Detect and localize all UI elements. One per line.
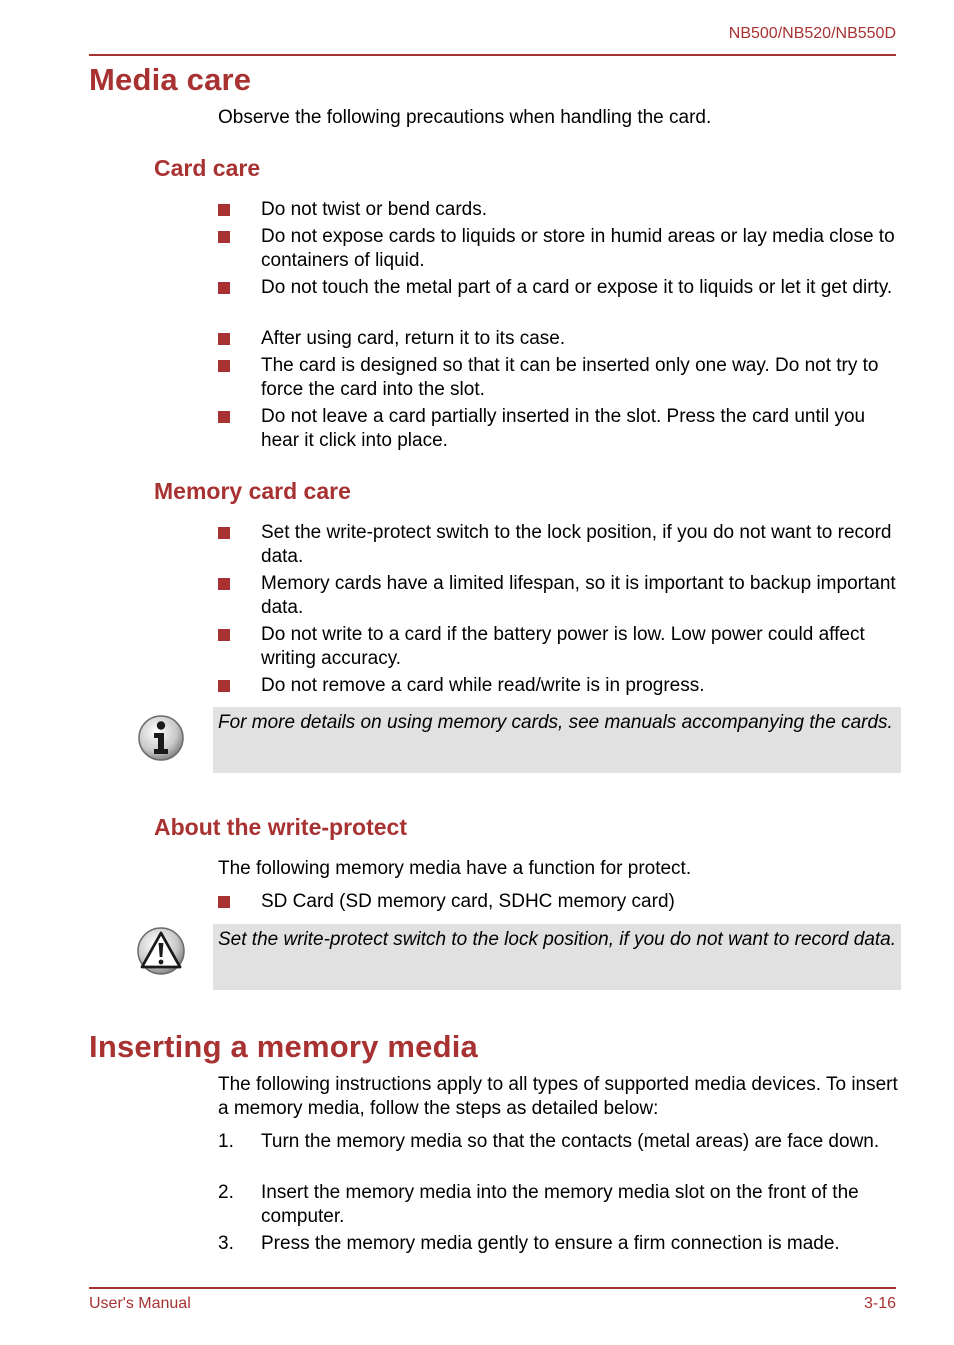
section-title-media-care: Media care [89, 62, 252, 97]
step-text: Insert the memory media into the memory media slot on the front of the computer. [261, 1182, 859, 1227]
warning-icon [135, 925, 187, 982]
bullet-icon [218, 204, 230, 216]
bullet-icon [218, 282, 230, 294]
step-number: 3. [218, 1233, 234, 1254]
subsection-title-write-protect: About the write-protect [154, 814, 407, 840]
list-item: The card is designed so that it can be inserted only one way. Do not try to force the card into the slot. [261, 355, 879, 400]
footer-title: User's Manual [89, 1295, 191, 1312]
header-model: NB500/NB520/NB550D [728, 25, 896, 42]
info-note-text: For more details on using memory cards, see manuals accompanying the cards. [218, 712, 893, 733]
bullet-icon [218, 231, 230, 243]
info-note [213, 707, 901, 773]
bullet-icon [218, 629, 230, 641]
step-number: 2. [218, 1182, 234, 1203]
write-protect-intro: The following memory media have a function for protect. [218, 858, 692, 879]
bullet-icon [218, 896, 230, 908]
list-item: Do not twist or bend cards. [261, 199, 487, 220]
subsection-title-card-care: Card care [154, 155, 261, 181]
caution-note [213, 924, 901, 990]
step-text: Press the memory media gently to ensure a firm connection is made. [261, 1233, 840, 1254]
step-number: 1. [218, 1131, 234, 1152]
section-title-inserting: Inserting a memory media [89, 1029, 478, 1064]
info-icon [136, 713, 186, 768]
bullet-icon [218, 411, 230, 423]
list-item: Memory cards have a limited lifespan, so it is important to backup important data. [261, 573, 896, 618]
list-item: SD Card (SD memory card, SDHC memory card) [261, 891, 675, 912]
bullet-icon [218, 360, 230, 372]
subsection-title-memory-card-care: Memory card care [154, 478, 351, 504]
bullet-icon [218, 680, 230, 692]
list-item: Do not remove a card while read/write is in progress. [261, 675, 705, 696]
list-item: Do not expose cards to liquids or store in humid areas or lay media close to containers of liquid. [261, 226, 895, 271]
caution-note-text: Set the write-protect switch to the lock position, if you do not want to record data. [218, 929, 897, 950]
footer-rule [89, 1287, 896, 1289]
bullet-icon [218, 333, 230, 345]
bullet-icon [218, 578, 230, 590]
media-care-intro: Observe the following precautions when handling the card. [218, 107, 712, 128]
page-number: 3-16 [863, 1295, 896, 1312]
header-rule [89, 54, 896, 56]
list-item: Do not touch the metal part of a card or expose it to liquids or let it get dirty. [261, 277, 893, 298]
list-item: After using card, return it to its case. [261, 328, 566, 349]
list-item: Do not leave a card partially inserted in the slot. Press the card until you hear it click into place. [261, 406, 866, 451]
inserting-intro: The following instructions apply to all types of supported media devices. To insert a memory media, follow the steps as detailed below: [218, 1074, 898, 1119]
list-item: Do not write to a card if the battery power is low. Low power could affect writing accuracy. [261, 624, 865, 669]
step-text: Turn the memory media so that the contacts (metal areas) are face down. [261, 1131, 880, 1152]
bullet-icon [218, 527, 230, 539]
list-item: Set the write-protect switch to the lock position, if you do not want to record data. [261, 522, 892, 567]
